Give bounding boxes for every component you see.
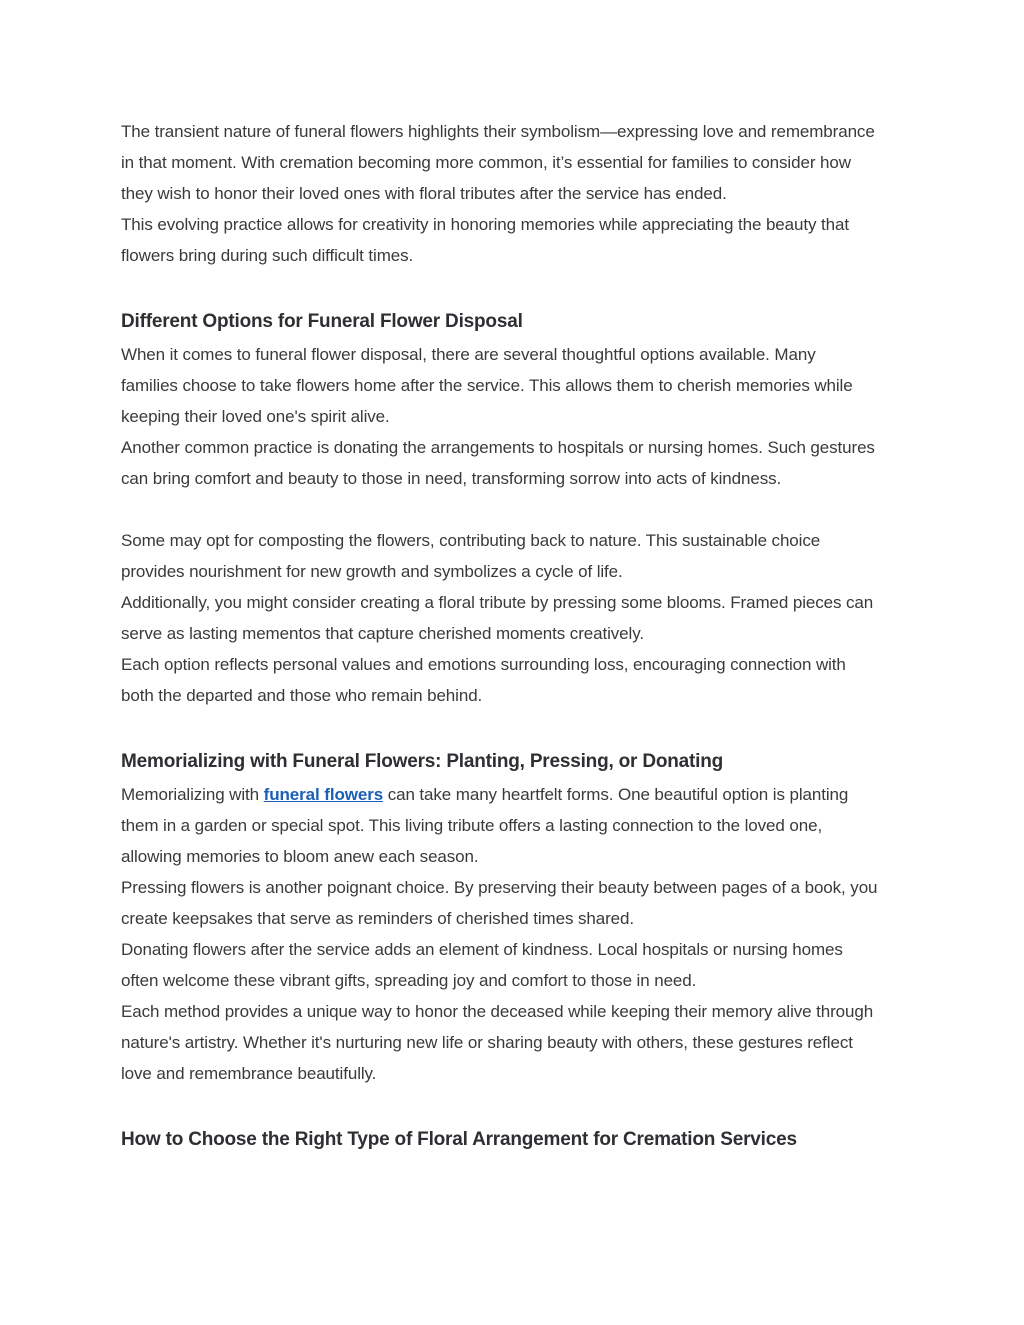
text-fragment: can take many heartfelt forms. One beautiful option is planting — [383, 785, 849, 804]
text-line: This evolving practice allows for creativity in honoring memories while appreciating the beauty that — [121, 215, 849, 234]
text-line: they wish to honor their loved ones with floral tributes after the service has ended. — [121, 184, 727, 203]
text-line: When it comes to funeral flower disposal, there are several thoughtful options available. Many — [121, 345, 816, 364]
text-line: provides nourishment for new growth and symbolizes a cycle of life. — [121, 562, 623, 581]
text-line: Each option reflects personal values and emotions surrounding loss, encouraging connection with — [121, 655, 846, 674]
text-line: Donating flowers after the service adds an element of kindness. Local hospitals or nursing homes — [121, 940, 843, 959]
spacer — [121, 1089, 911, 1120]
text-line: often welcome these vibrant gifts, spreading joy and comfort to those in need. — [121, 971, 697, 990]
intro-paragraph — [121, 116, 911, 271]
memorializing-paragraph — [121, 779, 911, 1089]
text-line: can bring comfort and beauty to those in need, transforming sorrow into acts of kindness. — [121, 469, 782, 488]
text-line: Some may opt for composting the flowers, contributing back to nature. This sustainable choice — [121, 531, 821, 550]
document-page — [121, 116, 911, 1157]
text-line: in that moment. With cremation becoming more common, it’s essential for families to consider how — [121, 153, 851, 172]
text-line: allowing memories to bloom anew each season. — [121, 847, 479, 866]
text-line: them in a garden or special spot. This living tribute offers a lasting connection to the loved one, — [121, 816, 823, 835]
spacer — [121, 494, 911, 525]
text-line: love and remembrance beautifully. — [121, 1064, 377, 1083]
spacer — [121, 711, 911, 742]
spacer — [121, 271, 911, 302]
text-line: keeping their loved one's spirit alive. — [121, 407, 390, 426]
funeral-flowers-link[interactable]: funeral flowers — [263, 785, 384, 804]
disposal-options-paragraph — [121, 339, 911, 494]
text-line: both the departed and those who remain behind. — [121, 686, 483, 705]
text-line: serve as lasting mementos that capture cherished moments creatively. — [121, 624, 644, 643]
text-line: The transient nature of funeral flowers highlights their symbolism—expressing love and remembrance — [121, 122, 875, 141]
text-line: flowers bring during such difficult times. — [121, 246, 414, 265]
text-line-with-link — [121, 779, 911, 810]
text-line: Each method provides a unique way to honor the deceased while keeping their memory alive through — [121, 1002, 874, 1021]
text-line: Another common practice is donating the arrangements to hospitals or nursing homes. Such gestures — [121, 438, 875, 457]
text-line: nature's artistry. Whether it's nurturing new life or sharing beauty with others, these gestures reflect — [121, 1033, 853, 1052]
section-heading-choose-arrangement: How to Choose the Right Type of Floral Arrangement for Cremation Services — [121, 1129, 797, 1150]
section-heading-disposal-options: Different Options for Funeral Flower Disposal — [121, 311, 523, 332]
text-line: Pressing flowers is another poignant choice. By preserving their beauty between pages of a book, you — [121, 878, 878, 897]
section-heading-memorializing: Memorializing with Funeral Flowers: Planting, Pressing, or Donating — [121, 751, 724, 772]
composting-paragraph — [121, 525, 911, 711]
text-line: create keepsakes that serve as reminders of cherished times shared. — [121, 909, 634, 928]
text-line: families choose to take flowers home after the service. This allows them to cherish memories while — [121, 376, 853, 395]
text-line: Additionally, you might consider creating a floral tribute by pressing some blooms. Framed pieces can — [121, 593, 874, 612]
text-fragment: Memorializing with — [121, 785, 264, 804]
